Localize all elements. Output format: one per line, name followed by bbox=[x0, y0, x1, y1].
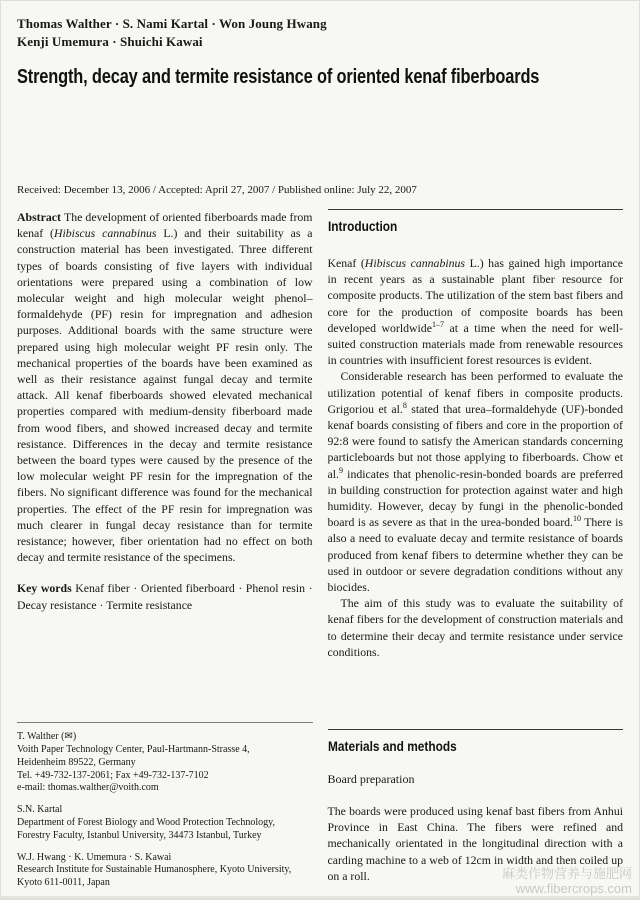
footnote-kyoto bbox=[17, 852, 313, 890]
abstract-paragraph: Abstract The development of oriented fiberboards made from kenaf (Hibiscus cannabinus L.) and their suitability as a construction material has been investigated. Three different types of boards consisting of five layers with individual orientations were prepared using a combination of low molecular weight and high molecular weight phenol–formaldehyde (PF) resin for impregnation and adhesion purposes. Additional boards with the same structure were prepared using high molecular weight PF resin only. The mechanical properties of the boards have been examined as well as their resistance against fungal decay and termite attack. All kenaf fiberboards showed elevated mechanical properties compared with medium-density fiberboard made from wood fibers, and showed increased decay and termite resistance. Differences in the decay and termite resistance between the board types were caused by the presence of the low molecular weight PF resin for the impregnation of the fibers. No significant difference was found for the mechanical properties. The effect of the PF resin for impregnation was much clearer in fungal decay resistance than for termite resistance; however, fiber orientation had no effect on both decay and termite resistance of the specimens. bbox=[17, 210, 313, 565]
paper-title: Strength, decay and termite resistance of oriented kenaf fiberboards bbox=[17, 65, 540, 88]
footnote-block bbox=[17, 722, 313, 890]
materials-section bbox=[328, 729, 624, 884]
email-line: e-mail: thomas.walther@voith.com bbox=[17, 782, 159, 794]
watermark-line-1: 麻类作物营养与施肥网 bbox=[501, 866, 632, 881]
materials-rule bbox=[328, 729, 624, 730]
author-line: W.J. Hwang · K. Umemura · S. Kawai bbox=[17, 851, 172, 863]
dates-line: Received: December 13, 2006 / Accepted: April 27, 2007 / Published online: July 22, 2007 bbox=[17, 184, 417, 196]
two-column-body bbox=[17, 209, 623, 899]
authors-line-1: Thomas Walther · S. Nami Kartal · Won Joung Hwang bbox=[17, 16, 327, 31]
affiliation-line: Forestry Faculty, Istanbul University, 34473 Istanbul, Turkey bbox=[17, 829, 262, 841]
affiliation-line: Voith Paper Technology Center, Paul-Hartmann-Strasse 4, bbox=[17, 744, 250, 756]
affiliation-line: Department of Forest Biology and Wood Protection Technology, bbox=[17, 817, 275, 829]
affiliation-line: Heidenheim 89522, Germany bbox=[17, 756, 136, 768]
envelope-icon: ✉ bbox=[64, 731, 73, 743]
introduction-rule bbox=[328, 209, 624, 210]
column-left bbox=[17, 209, 313, 899]
intro-paragraph-2: Considerable research has been performed to evaluate the utilization potential of kenaf fibers in composite products. Grigoriou et al.$^8$ stated that urea–formaldehyde (UF)-bonded kenaf boards consisting of fibers and core in the proportion of 92:8 were found to satisfy the American standards concerning particleboards but not those applying to fiberboards. Chow et al.$^9$ indicates that phenolic-resin-bonded boards are preferred in building construction for protection against water and high humidity. However, decay by fungi in the phenolic-bonded board is as severe as that in the urea-bonded board.$^{10}$ There is also a need to evaluate decay and termite resistance of boards produced from kenaf fibers to determine whether they can be used in outdoor or severe degradation conditions without any biocides. bbox=[327, 369, 623, 595]
footnote-rule bbox=[17, 722, 313, 723]
board-preparation-subheading: Board preparation bbox=[327, 771, 415, 786]
intro-paragraph-3: The aim of this study was to evaluate the suitability of kenaf fibers for the development of construction materials and to determine their decay and termite resistance under service conditions. bbox=[327, 596, 623, 659]
keywords-paragraph: Key words Kenaf fiber · Oriented fiberboard · Phenol resin · Decay resistance · Termite resistance bbox=[17, 581, 313, 612]
introduction-heading: Introduction bbox=[327, 219, 397, 234]
affiliation-line: Kyoto 611-0011, Japan bbox=[17, 877, 110, 889]
author-line: S.N. Kartal bbox=[17, 804, 63, 816]
affiliation-line: Research Institute for Sustainable Humanosphere, Kyoto University, bbox=[17, 864, 292, 876]
intro-paragraph-1: Kenaf (Hibiscus cannabinus L.) has gained high importance in recent years as a sustainable plant fiber resource for composite products. The utilization of the stem bast fibers and core for the production of composite boards has been developed worldwide$^{1-7}$ at a time when the need for well-suited construction materials made from renewable resources in countries with insufficient forest resources is evident. bbox=[327, 256, 624, 368]
corresponding-author-line: T. Walther (✉) bbox=[17, 731, 77, 743]
footnote-kartal bbox=[17, 804, 313, 842]
footnote-corresponding bbox=[17, 731, 313, 795]
column-right bbox=[328, 209, 624, 899]
author-list bbox=[17, 15, 623, 50]
materials-heading: Materials and methods bbox=[327, 738, 457, 754]
phone-fax-line: Tel. +49-732-137-2061; Fax +49-732-137-7102 bbox=[17, 769, 209, 781]
watermark-line-2: www.fibercrops.com bbox=[515, 881, 632, 896]
authors-line-2: Kenji Umemura · Shuichi Kawai bbox=[17, 33, 203, 49]
board-preparation-paragraph: The boards were produced using kenaf bast fibers from Anhui Province in East China. The fibers were refined and mechanically orientated in the longitudinal direction with a carding machine to a web of 12cm in width and then coiled up on a roll. bbox=[327, 803, 623, 883]
